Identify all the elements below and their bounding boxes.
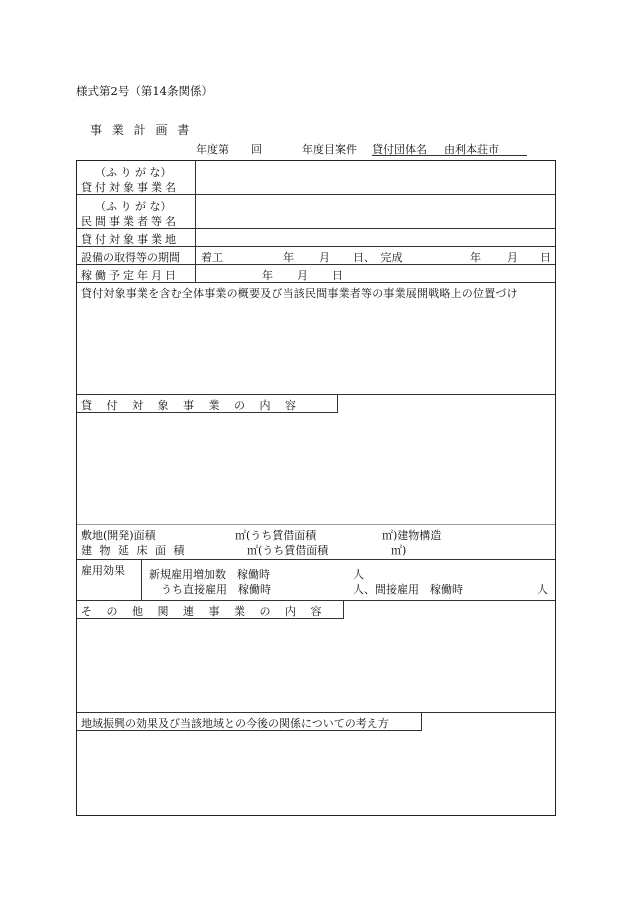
furigana-label-2: （ふ り が な） (95, 200, 172, 213)
start-month: 月 (319, 251, 330, 264)
loan-group-underline (372, 155, 527, 156)
loan-group-name: 由利本荘市 (444, 143, 499, 156)
floor-area-unit: ㎡(うち賃借面積 (247, 544, 329, 557)
indirect-hire-label: 人、間接雇用 稼働時 (353, 583, 463, 596)
op-day: 日 (332, 269, 343, 282)
year-round: 年度第 回 (196, 143, 262, 156)
overview-heading: 貸付対象事業を含む全体事業の概要及び当該民間事業者等の事業展開戦略上の位置づけ (81, 287, 518, 300)
floor-area-unit-2: ㎡) (391, 544, 407, 557)
floor-area-label: 建 物 延 床 面 積 (81, 544, 187, 557)
year-item: 年度目案件 (302, 143, 357, 156)
op-month: 月 (297, 269, 308, 282)
other-content-heading: その他関連事業の内容 (81, 605, 336, 618)
start-day-complete: 日、 完成 (353, 251, 403, 264)
divider (77, 559, 555, 560)
loan-project-name-value[interactable] (199, 163, 551, 193)
loan-content-heading: 貸付対象事業の内容 (81, 399, 311, 412)
furigana-label-1: （ふ り が な） (95, 166, 172, 179)
page-title: 事 業 計 画 書 (90, 123, 193, 137)
private-operator-name-label: 民間事業者等名 (81, 215, 179, 228)
employment-divider (141, 559, 142, 600)
site-area-unit: ㎡(うち賃借面積 (235, 529, 317, 542)
end-year: 年 (470, 251, 481, 264)
form-number: 様式第2号（第14条関係） (76, 84, 213, 98)
start-year: 年 (283, 251, 294, 264)
new-hire-person: 人 (353, 568, 364, 581)
project-location-value[interactable] (199, 230, 551, 245)
indirect-hire-person: 人 (537, 583, 548, 596)
overview-field[interactable] (79, 301, 553, 391)
employment-label: 雇用効果 (81, 564, 125, 577)
loan-content-field[interactable] (79, 415, 553, 521)
operation-date-label: 稼働予定年月日 (81, 269, 179, 282)
regional-effect-heading: 地域振興の効果及び当該地域との今後の関係についての考え方 (81, 717, 389, 730)
acquisition-period-label: 設備の取得等の期間 (81, 251, 180, 264)
loan-project-name-label: 貸付対象事業名 (81, 181, 179, 194)
loan-group-label: 貸付団体名 (372, 143, 427, 156)
site-area-label: 敷地(開発)面積 (81, 529, 156, 542)
start-label: 着工 (201, 251, 223, 264)
op-year: 年 (262, 269, 273, 282)
new-hire-label: 新規雇用増加数 稼働時 (149, 568, 270, 581)
business-plan-form (76, 160, 556, 816)
direct-hire-label: うち直接雇用 稼働時 (161, 583, 271, 596)
other-content-field[interactable] (79, 621, 553, 709)
site-area-unit-2: ㎡)建物構造 (382, 529, 442, 542)
end-day: 日 (540, 251, 551, 264)
divider (77, 524, 555, 525)
label-column-divider (195, 161, 196, 282)
project-location-label: 貸付対象事業地 (81, 233, 179, 246)
end-month: 月 (507, 251, 518, 264)
regional-effect-field[interactable] (79, 733, 553, 813)
private-operator-name-value[interactable] (199, 197, 551, 227)
